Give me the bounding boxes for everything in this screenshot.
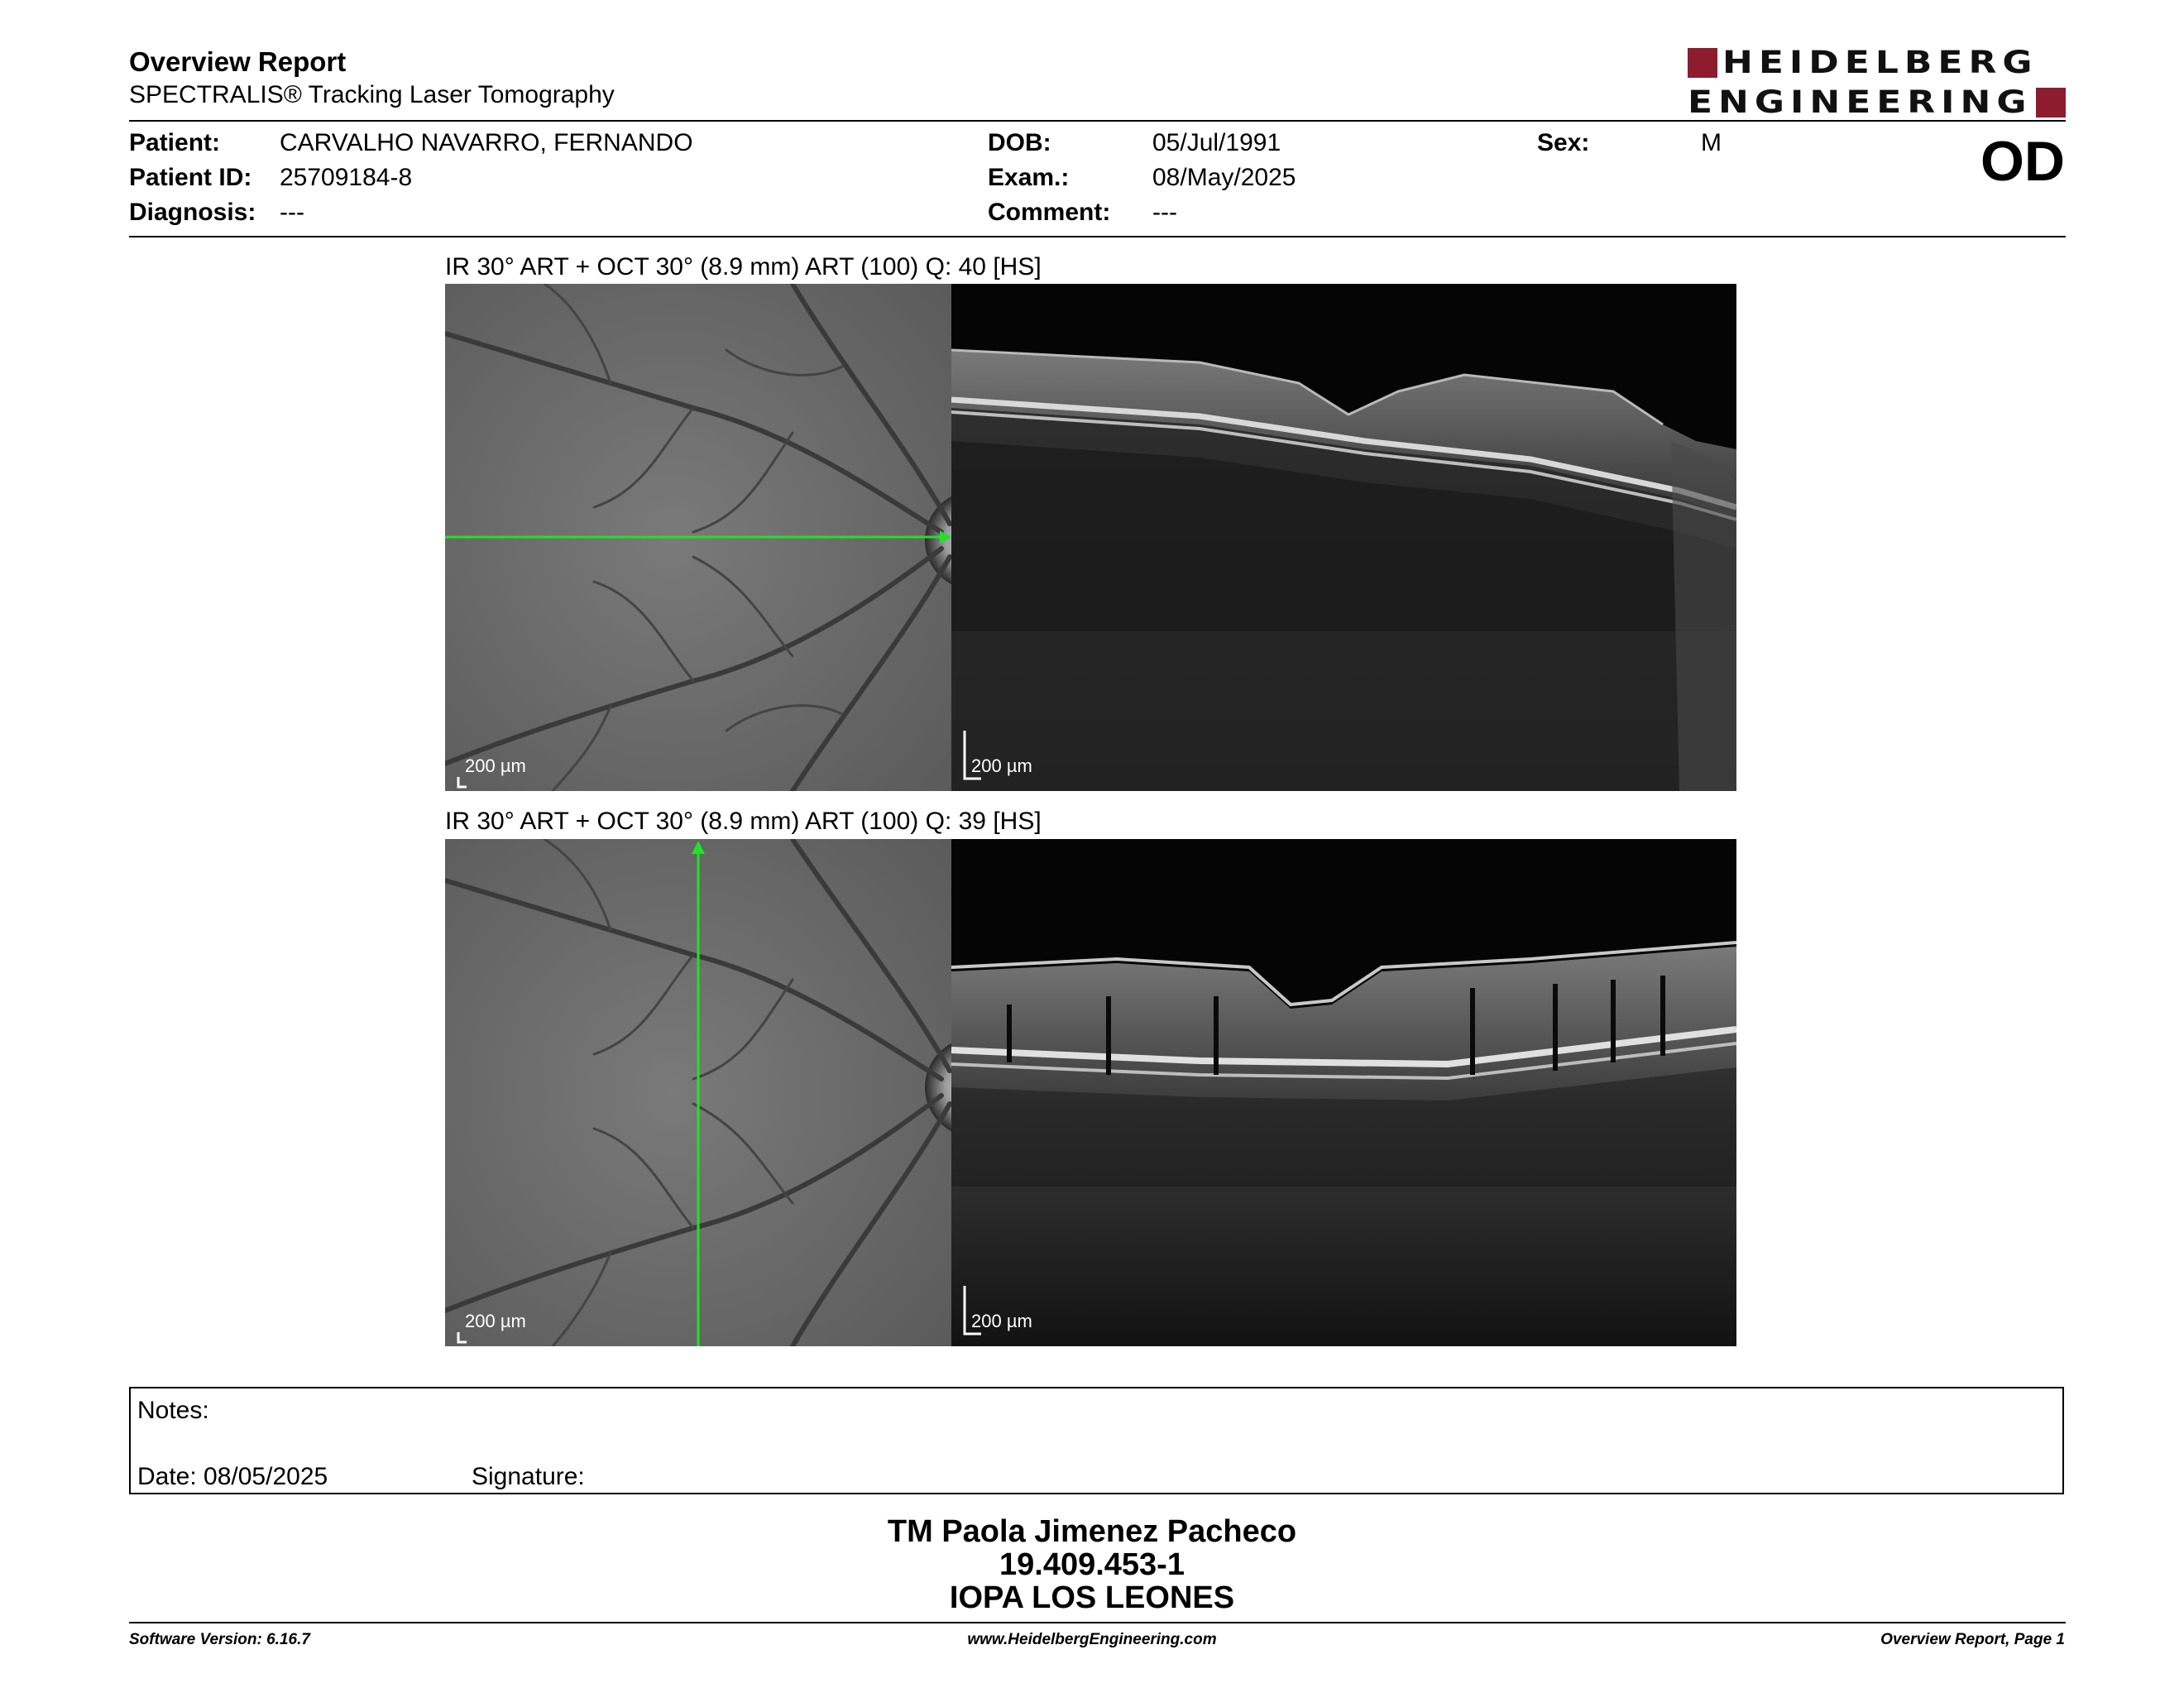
eye-indicator: OD [1980, 130, 2065, 193]
dob-label: DOB: [988, 129, 1051, 156]
logo-square-icon [1688, 48, 1717, 78]
signature-label: Signature: [472, 1463, 585, 1490]
notes-date: Date: 08/05/2025 [137, 1463, 328, 1490]
comment-label: Comment: [988, 199, 1111, 226]
patient-value: CARVALHO NAVARRO, FERNANDO [280, 129, 693, 156]
sex-label: Sex: [1537, 129, 1590, 156]
signer-name: TM Paola Jimenez Pacheco [887, 1514, 1297, 1549]
scan2-ir-scale-label: 200 µm [465, 1311, 526, 1331]
notes-label: Notes: [137, 1397, 209, 1424]
patient-divider [129, 236, 2066, 237]
comment-value: --- [1152, 199, 1177, 226]
website-link[interactable]: www.HeidelbergEngineering.com [967, 1631, 1217, 1648]
scan1-title: IR 30° ART + OCT 30° (8.9 mm) ART (100) Q: 40 [HS] [445, 253, 1042, 281]
patient-id-value: 25709184-8 [280, 164, 413, 191]
signer-institution: IOPA LOS LEONES [949, 1580, 1235, 1615]
logo-line2: ENGINEERING [1688, 84, 2033, 121]
scan1-oct-bscan-image [951, 284, 1736, 791]
logo-square-icon [2036, 88, 2066, 117]
report-subtitle: SPECTRALIS® Tracking Laser Tomography [129, 81, 615, 108]
scan1-oct-scale-label: 200 µm [971, 755, 1032, 776]
header-divider [129, 120, 2066, 122]
signer-rut: 19.409.453-1 [999, 1547, 1185, 1582]
software-version: Software Version: 6.16.7 [129, 1631, 310, 1648]
dob-value: 05/Jul/1991 [1152, 129, 1281, 156]
report-title: Overview Report [129, 46, 347, 77]
scan2-title: IR 30° ART + OCT 30° (8.9 mm) ART (100) Q: 39 [HS] [445, 808, 1042, 835]
diagnosis-label: Diagnosis: [129, 199, 256, 226]
notes-box [129, 1387, 2064, 1494]
scan1-ir-scale-label: 200 µm [465, 755, 526, 776]
sex-value: M [1701, 129, 1722, 156]
exam-value: 08/May/2025 [1152, 164, 1296, 191]
page-number: Overview Report, Page 1 [1880, 1631, 2065, 1648]
scan1-ir-fundus-image [445, 284, 951, 791]
patient-label: Patient: [129, 129, 221, 156]
footer-divider [129, 1622, 2066, 1623]
heidelberg-logo [1688, 45, 2067, 121]
exam-label: Exam.: [988, 164, 1070, 191]
scan2-oct-scale-label: 200 µm [971, 1311, 1032, 1331]
diagnosis-value: --- [280, 199, 304, 226]
patient-id-label: Patient ID: [129, 164, 252, 191]
logo-line1: HEIDELBERG [1722, 44, 2038, 81]
scan2-ir-fundus-image [445, 839, 951, 1346]
scan2-oct-bscan-image [951, 839, 1736, 1346]
